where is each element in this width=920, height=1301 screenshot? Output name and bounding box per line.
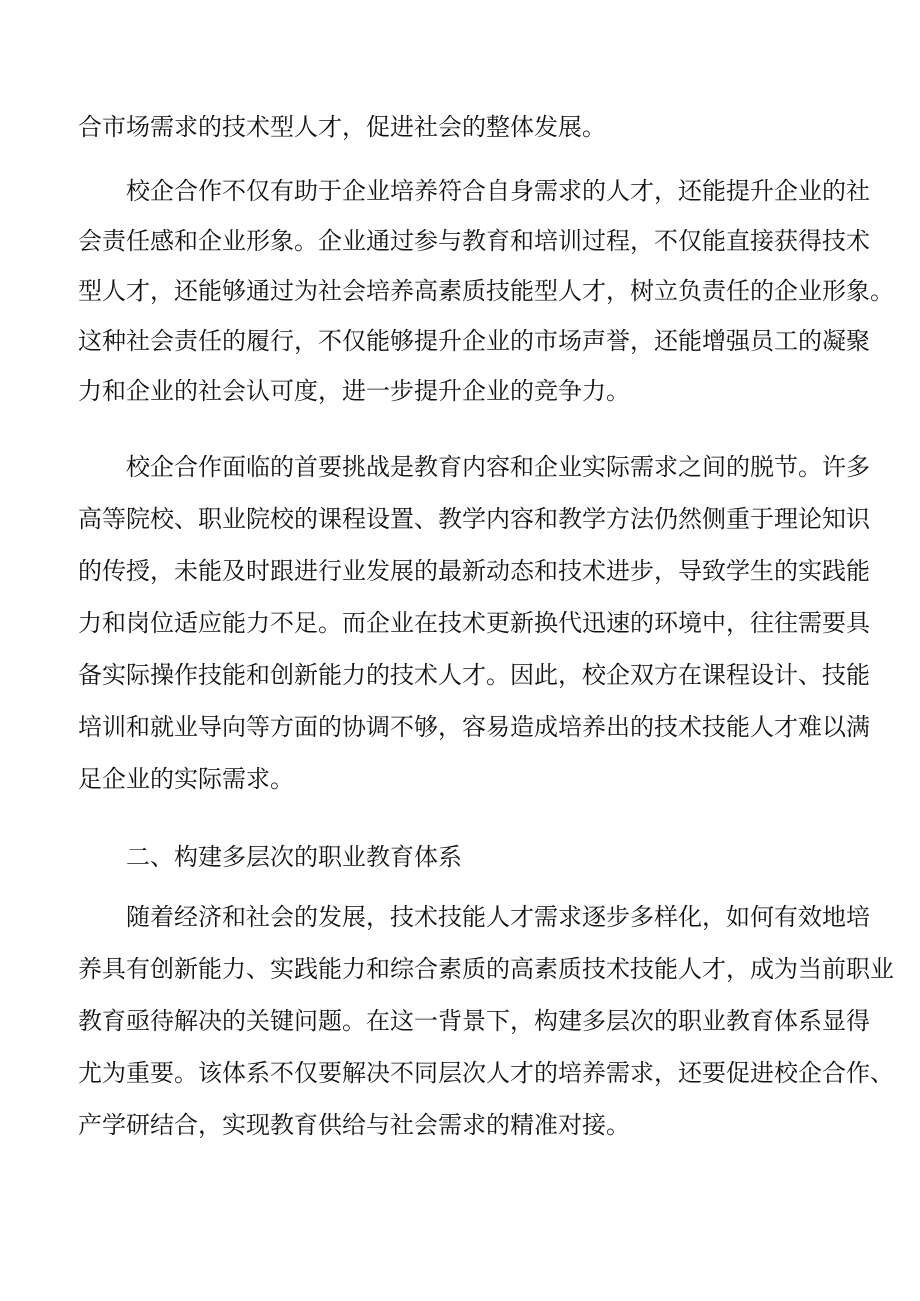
paragraph-3-line-4: 力和岗位适应能力不足。而企业在技术更新换代迅速的环境中，往往需要具 [78,609,870,637]
paragraph-4-line-2: 养具有创新能力、实践能力和综合素质的高素质技术技能人才，成为当前职业 [78,955,894,983]
paragraph-1-line-1: 合市场需求的技术型人才，促进社会的整体发展。 [78,113,606,141]
paragraph-2-line-4: 这种社会责任的履行，不仅能够提升企业的市场声誉，还能增强员工的凝聚 [78,327,870,355]
paragraph-3-line-2: 高等院校、职业院校的课程设置、教学内容和教学方法仍然侧重于理论知识 [78,505,870,533]
paragraph-2-line-5: 力和企业的社会认可度，进一步提升企业的竞争力。 [78,377,630,405]
paragraph-4-line-4: 尤为重要。该体系不仅要解决不同层次人才的培养需求，还要促进校企合作、 [78,1059,894,1087]
paragraph-4-line-5: 产学研结合，实现教育供给与社会需求的精准对接。 [78,1111,630,1139]
paragraph-2-line-1: 校企合作不仅有助于企业培养符合自身需求的人才，还能提升企业的社 [126,177,870,205]
paragraph-3-line-5: 备实际操作技能和创新能力的技术人才。因此，校企双方在课程设计、技能 [78,661,870,689]
paragraph-3-line-3: 的传授，未能及时跟进行业发展的最新动态和技术进步，导致学生的实践能 [78,557,870,585]
paragraph-4-line-3: 教育亟待解决的关键问题。在这一背景下，构建多层次的职业教育体系显得 [78,1007,870,1035]
section-heading: 二、构建多层次的职业教育体系 [126,843,462,871]
paragraph-4-line-1: 随着经济和社会的发展，技术技能人才需求逐步多样化，如何有效地培 [126,903,870,931]
paragraph-3-line-1: 校企合作面临的首要挑战是教育内容和企业实际需求之间的脱节。许多 [126,453,870,481]
paragraph-2-line-3: 型人才，还能够通过为社会培养高素质技能型人才，树立负责任的企业形象。 [78,277,894,305]
paragraph-2-line-2: 会责任感和企业形象。企业通过参与教育和培训过程，不仅能直接获得技术 [78,227,870,255]
paragraph-3-line-7: 足企业的实际需求。 [78,765,294,793]
paragraph-3-line-6: 培训和就业导向等方面的协调不够，容易造成培养出的技术技能人才难以满 [78,713,870,741]
